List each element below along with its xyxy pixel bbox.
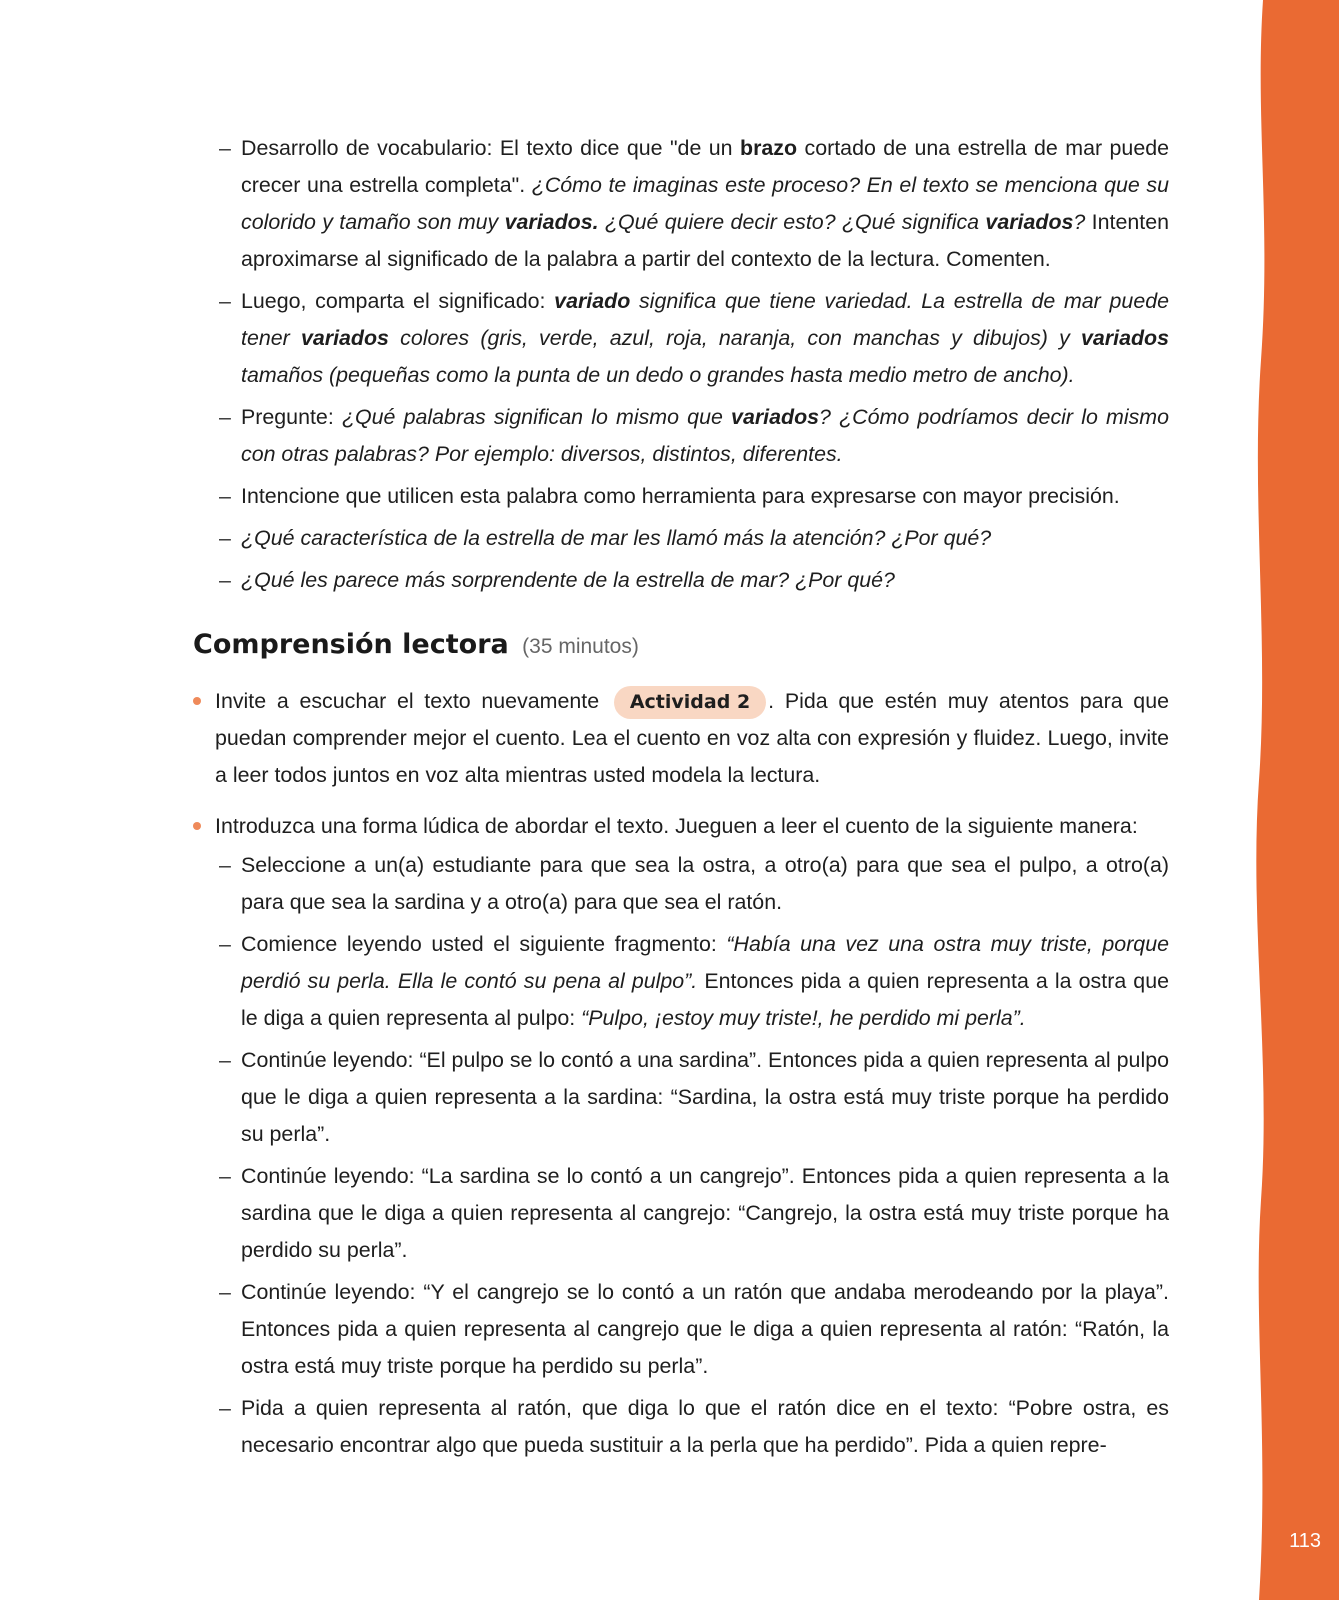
orange-side-band xyxy=(1249,0,1339,1600)
bold-word: variados xyxy=(1081,326,1170,350)
game-steps-list xyxy=(193,847,1169,1464)
bold-word: brazo xyxy=(740,136,798,160)
page-content xyxy=(193,130,1169,1478)
list-item xyxy=(193,399,1169,473)
italic-run: ¿Qué les parece más sorprendente de la estrella de mar? ¿Por qué? xyxy=(241,568,895,592)
italic-run: ¿Qué quiere decir esto? ¿Qué significa xyxy=(598,210,986,234)
text-run: Luego, comparta el significado: xyxy=(241,289,555,313)
list-item xyxy=(193,130,1169,278)
section-duration: (35 minutos) xyxy=(522,635,639,658)
italic-run: “Pulpo, ¡estoy muy triste!, he perdido mi perla”. xyxy=(581,1006,1026,1030)
bold-word: variado xyxy=(554,289,631,313)
italic-run: ¿Qué característica de la estrella de mar les llamó más la atención? ¿Por qué? xyxy=(241,526,992,550)
page-number: 113 xyxy=(1289,1530,1321,1552)
bold-word: variados xyxy=(300,326,389,350)
list-item: – Pida a quien representa al ratón, que diga lo que el ratón dice en el texto: “Pobre ostra, es necesario encontrar algo que pueda sustituir a la perla que ha perdido”. Pida a quien repre- xyxy=(193,1390,1169,1464)
list-item: – Continúe leyendo: “La sardina se lo contó a un cangrejo”. Entonces pida a quien representa a la sardina que le diga a quien representa al cangrejo: “Cangrejo, la ostra está muy triste porque ha perdido su perla”. xyxy=(193,1158,1169,1269)
bullet-item xyxy=(193,683,1169,794)
text-run: Desarrollo de vocabulario: El texto dice que "de un xyxy=(241,136,741,160)
italic-run: ? xyxy=(1073,210,1086,234)
text-run: Comience leyendo usted el siguiente fragmento: xyxy=(241,932,727,956)
text-run: Pregunte: xyxy=(241,405,342,429)
list-item xyxy=(193,562,1169,599)
text-run: Intenten aproximarse al significado de la palabra a partir del contexto de la lectura. Comenten. xyxy=(241,210,1169,271)
list-item: – Intencione que utilicen esta palabra como herramienta para expresarse con mayor precisión. xyxy=(193,478,1169,515)
section-heading xyxy=(193,625,1169,667)
italic-run: ? ¿Cómo podríamos decir lo mismo con otras palabras? Por ejemplo: diversos, distintos, diferentes. xyxy=(241,405,1169,466)
text-run: Entonces pida a quien representa a la ostra que le diga a quien representa al pulpo: xyxy=(241,969,1169,1030)
text-run: Introduzca una forma lúdica de abordar el texto. Jueguen a leer el cuento de la siguiente manera: xyxy=(215,814,1138,838)
list-item xyxy=(193,520,1169,557)
section-title: Comprensión lectora xyxy=(193,629,509,660)
list-item: – Continúe leyendo: “El pulpo se lo contó a una sardina”. Entonces pida a quien representa al pulpo que le diga a quien representa a la sardina: “Sardina, la ostra está muy triste porque ha perdido su perla”. xyxy=(193,1042,1169,1153)
activity-badge: Actividad 2 xyxy=(614,686,766,719)
italic-run: ¿Cómo te imaginas este proceso? En el texto se menciona que su colorido y tamaño son muy xyxy=(241,173,1169,234)
bold-word: variados. xyxy=(504,210,599,234)
list-item xyxy=(193,283,1169,394)
italic-run: tamaños (pequeñas como la punta de un dedo o grandes hasta medio metro de ancho). xyxy=(241,363,1075,387)
bold-word: variados xyxy=(731,405,820,429)
text-run: Invite a escuchar el texto nuevamente xyxy=(215,689,610,713)
list-item xyxy=(193,926,1169,1037)
italic-run: “Había una vez una ostra muy triste, porque perdió su perla. Ella le contó su pena al pulpo”. xyxy=(241,932,1170,993)
text-run: cortado de una estrella de mar puede crecer una estrella completa". xyxy=(241,136,1170,197)
bullet-item xyxy=(193,808,1169,1464)
vocabulary-list xyxy=(193,130,1169,599)
italic-run: colores (gris, verde, azul, roja, naranja, con manchas y dibujos) y xyxy=(388,326,1082,350)
list-item: – Continúe leyendo: “Y el cangrejo se lo contó a un ratón que andaba merodeando por la playa”. Entonces pida a quien representa al cangrejo que le diga a quien representa al ratón: “Ratón, la ostra está muy triste porque ha perdido su perla”. xyxy=(193,1274,1169,1385)
bold-word: variados xyxy=(985,210,1074,234)
list-item: – Seleccione a un(a) estudiante para que sea la ostra, a otro(a) para que sea el pulpo, a otro(a) para que sea la sardina y a otro(a) para que sea el ratón. xyxy=(193,847,1169,921)
italic-run: significa que tiene variedad. La estrella de mar puede tener xyxy=(241,289,1170,350)
italic-run: ¿Qué palabras significan lo mismo que xyxy=(341,405,732,429)
text-run: . Pida que estén muy atentos para que puedan comprender mejor el cuento. Lea el cuento en voz alta con expresión y fluidez. Luego, invite a leer todos juntos en voz alta mientras usted modela la lectura. xyxy=(215,689,1169,787)
comprehension-list xyxy=(193,683,1169,1464)
